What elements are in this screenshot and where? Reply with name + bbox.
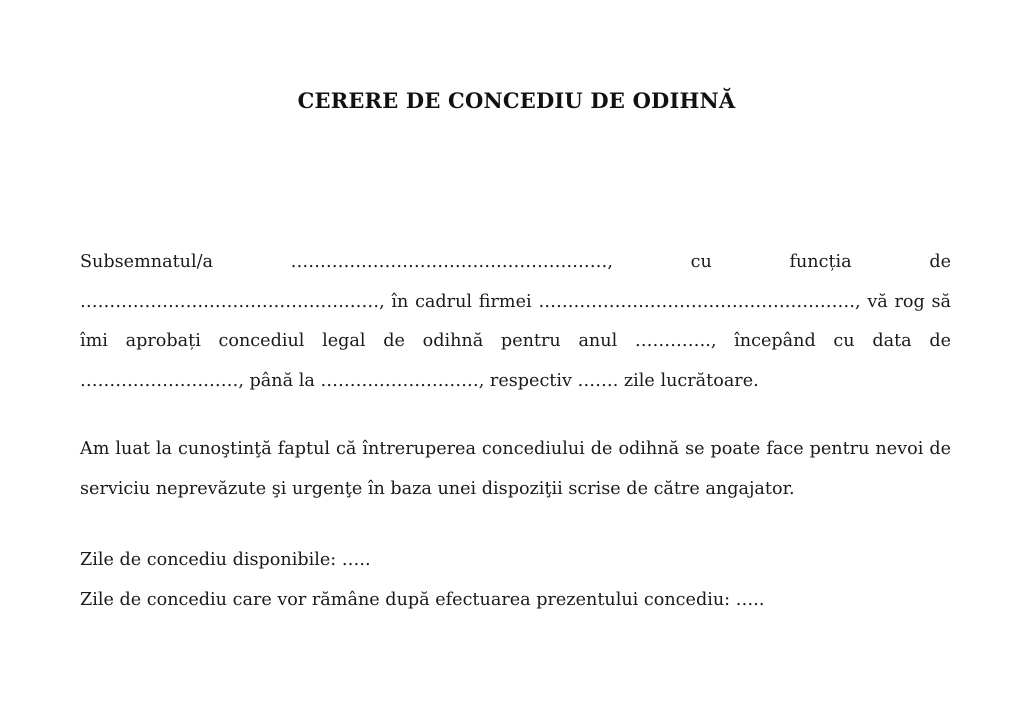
interruption-notice-paragraph: Am luat la cunoştinţă faptul că întreruperea concediului de odihnă se poate face pentru nevoi de serviciu neprevăzute şi urgenţe în baza unei dispoziţii scrise de către angajator. xyxy=(80,439,951,499)
available-days-line: Zile de concediu disponibile: ….. xyxy=(80,550,371,570)
remaining-days-line: Zile de concediu care vor rămâne după efectuarea prezentului concediu: ….. xyxy=(80,589,765,610)
document-title: CERERE DE CONCEDIU DE ODIHNĂ xyxy=(297,88,736,113)
request-paragraph: Subsemnatul/a ………………………………………………, cu funcția de ……………………………………………, în cadrul firmei ………………………………………………, vă rog să îmi aprobați concediul legal de odihnă pentru anul …………., începând cu data de ………………………, până la ………………………, respectiv ……. zile lucrătoare. xyxy=(80,252,951,391)
leave-days-section xyxy=(80,541,951,620)
